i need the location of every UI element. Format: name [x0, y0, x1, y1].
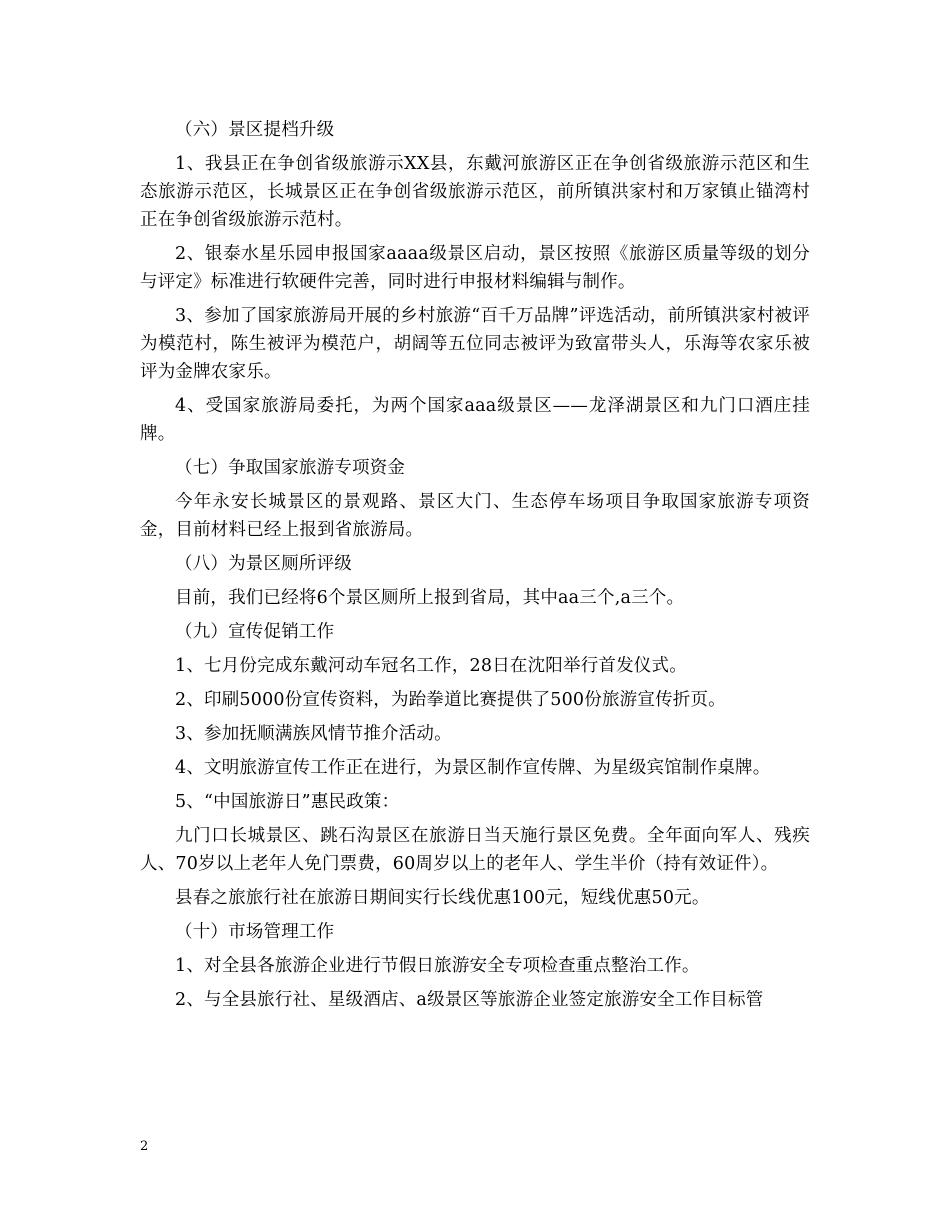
paragraph: 4、受国家旅游局委托，为两个国家aaa级景区——龙泽湖景区和九门口酒庄挂牌。 [140, 396, 810, 444]
paragraph: 目前，我们已经将6个景区厕所上报到省局，其中aa三个,a三个。 [175, 588, 685, 608]
paragraph: 今年永安长城景区的景观路、景区大门、生态停车场项目争取国家旅游专项资金，目前材料已经上报到省旅游局。 [140, 492, 810, 540]
paragraph: 5、“中国旅游日”惠民政策： [175, 792, 400, 812]
paragraph: 3、参加了国家旅游局开展的乡村旅游“百千万品牌”评选活动，前所镇洪家村被评为模范村，陈生被评为模范户，胡阔等五位同志被评为致富带头人，乐海等农家乐被评为金牌农家乐。 [140, 306, 810, 382]
paragraph: 1、七月份完成东戴河动车冠名工作，28日在沈阳举行首发仪式。 [175, 656, 687, 676]
paragraph: 3、参加抚顺满族风情节推介活动。 [175, 724, 452, 744]
paragraph: 1、我县正在争创省级旅游示XX县，东戴河旅游区正在争创省级旅游示范区和生态旅游示范区，长城景区正在争创省级旅游示范区，前所镇洪家村和万家镇止锚湾村正在争创省级旅游示范村。 [140, 154, 810, 230]
document-body [140, 116, 810, 1020]
section-heading-10: （十）市场管理工作 [175, 922, 335, 942]
paragraph: 县春之旅旅行社在旅游日期间实行长线优惠100元，短线优惠50元。 [175, 888, 710, 908]
section-heading-7: （七）争取国家旅游专项资金 [175, 458, 406, 478]
section-heading-6: （六）景区提档升级 [175, 120, 335, 140]
paragraph: 2、与全县旅行社、星级酒店、a级景区等旅游企业签定旅游安全工作目标管 [175, 990, 764, 1010]
paragraph: 4、文明旅游宣传工作正在进行，为景区制作宣传牌、为星级宾馆制作桌牌。 [175, 758, 771, 778]
paragraph: 1、对全县各旅游企业进行节假日旅游安全专项检查重点整治工作。 [175, 956, 700, 976]
paragraph: 2、印刷5000份宣传资料，为跆拳道比赛提供了500份旅游宣传折页。 [175, 690, 726, 710]
section-heading-8: （八）为景区厕所评级 [175, 554, 352, 574]
paragraph: 2、银泰水星乐园申报国家aaaa级景区启动，景区按照《旅游区质量等级的划分与评定》标准进行软硬件完善，同时进行申报材料编辑与制作。 [140, 244, 810, 292]
page-number: 2 [140, 1139, 149, 1154]
paragraph: 九门口长城景区、跳石沟景区在旅游日当天施行景区免费。全年面向军人、残疾人、70岁以上老年人免门票费，60周岁以上的老年人、学生半价（持有效证件）。 [140, 826, 810, 874]
section-heading-9: （九）宣传促销工作 [175, 622, 335, 642]
